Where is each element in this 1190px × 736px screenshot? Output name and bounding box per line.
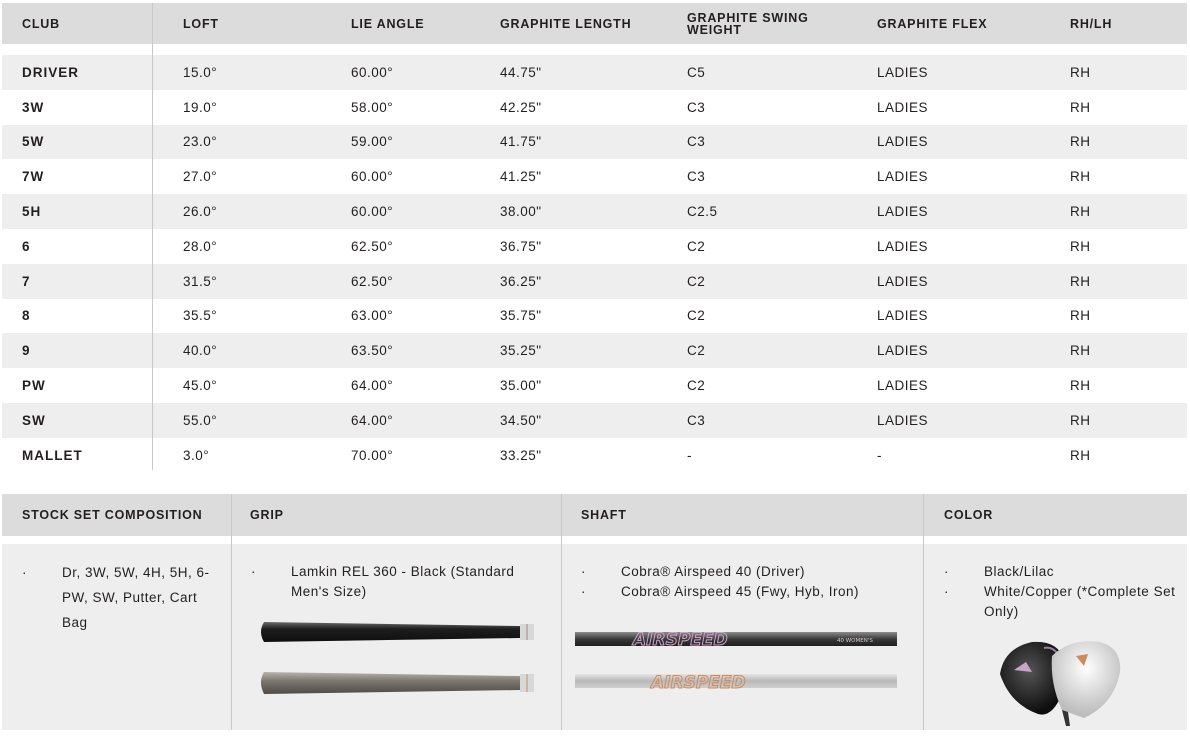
cell-graphite-length: 41.75" [500,134,542,150]
cell-graphite-flex: LADIES [877,64,929,80]
cell-graphite-swing-weight: C2 [687,343,706,359]
color-header: COLOR [944,508,994,522]
driver-heads-image [992,634,1127,726]
table-row [2,368,1187,403]
cell-loft: 55.0° [183,412,218,428]
shaft-small-text: 40 WOMEN'S [837,638,873,644]
grip-item: · Lamkin REL 360 - Black (Standard Men's Size) [251,562,551,602]
table-row [2,90,1187,125]
cell-lie-angle: 62.50° [351,273,394,289]
cell-graphite-length: 33.25" [500,447,542,463]
cell-graphite-flex: LADIES [877,134,929,150]
cell-graphite-swing-weight: C3 [687,134,706,150]
cell-hand: RH [1070,238,1091,254]
cell-graphite-flex: LADIES [877,99,929,115]
cell-club: 3W [22,99,45,115]
cell-loft: 3.0° [183,447,210,463]
cell-lie-angle: 60.00° [351,169,394,185]
table-row [2,55,1187,90]
cell-hand: RH [1070,273,1091,289]
cell-loft: 31.5° [183,273,218,289]
cell-graphite-length: 36.25" [500,273,542,289]
table-row [2,333,1187,368]
cell-graphite-length: 34.50" [500,412,542,428]
cell-graphite-length: 35.25" [500,343,542,359]
cell-loft: 26.0° [183,204,218,220]
cell-graphite-flex: LADIES [877,273,929,289]
cell-club: 5W [22,134,45,150]
cell-graphite-swing-weight: C2 [687,273,706,289]
cell-club: 7W [22,169,45,185]
cell-graphite-length: 35.75" [500,308,542,324]
cell-hand: RH [1070,378,1091,394]
cell-lie-angle: 60.00° [351,64,394,80]
cell-lie-angle: 60.00° [351,204,394,220]
cell-graphite-flex: LADIES [877,204,929,220]
cell-loft: 27.0° [183,169,218,185]
cell-graphite-swing-weight: C2 [687,308,706,324]
shaft-item: · Cobra® Airspeed 45 (Fwy, Hyb, Iron) [581,582,911,602]
cell-graphite-flex: - [877,447,882,463]
cell-graphite-flex: LADIES [877,378,929,394]
cell-graphite-swing-weight: C3 [687,412,706,428]
cell-graphite-flex: LADIES [877,343,929,359]
cell-club: 5H [22,204,42,220]
cell-graphite-swing-weight: C3 [687,99,706,115]
cell-hand: RH [1070,343,1091,359]
cell-lie-angle: 64.00° [351,412,394,428]
cell-loft: 19.0° [183,99,218,115]
cell-club: SW [22,412,46,428]
composition-table [2,494,1187,730]
cell-graphite-length: 44.75" [500,64,542,80]
header-hand: RH/LH [1070,16,1113,31]
cell-hand: RH [1070,134,1091,150]
table-row [2,403,1187,438]
table-row [2,438,1187,473]
cell-hand: RH [1070,204,1091,220]
column-divider [561,494,562,730]
table-row [2,229,1187,264]
cell-lie-angle: 62.50° [351,238,394,254]
grip-list [251,562,551,602]
stock-set-header: STOCK SET COMPOSITION [22,508,203,522]
table-row [2,264,1187,299]
column-divider [231,494,232,730]
spec-table-header [2,3,1187,44]
table-row [2,194,1187,229]
composition-header [2,494,1187,536]
cell-lie-angle: 59.00° [351,134,394,150]
cell-hand: RH [1070,169,1091,185]
column-divider [152,3,153,470]
header-lie-angle: LIE ANGLE [351,16,425,31]
cell-club: MALLET [22,447,83,463]
cell-club: 7 [22,273,31,289]
cell-graphite-swing-weight: C2 [687,378,706,394]
cell-loft: 28.0° [183,238,218,254]
composition-body [2,544,1187,730]
cell-club: 8 [22,308,31,324]
cell-lie-angle: 58.00° [351,99,394,115]
cell-club: 9 [22,343,31,359]
cell-graphite-flex: LADIES [877,412,929,428]
cell-lie-angle: 64.00° [351,378,394,394]
cell-graphite-length: 42.25" [500,99,542,115]
header-loft: LOFT [183,16,219,31]
cell-graphite-swing-weight: - [687,447,692,463]
cell-lie-angle: 63.00° [351,308,394,324]
cell-club: DRIVER [22,64,80,80]
header-graphite-length: GRAPHITE LENGTH [500,16,632,31]
table-row [2,299,1187,334]
cell-loft: 40.0° [183,343,218,359]
cell-loft: 23.0° [183,134,218,150]
cell-graphite-flex: LADIES [877,308,929,324]
spec-table-body [2,55,1187,473]
header-graphite-flex: GRAPHITE FLEX [877,16,988,31]
grip-header: GRIP [250,508,284,522]
cell-hand: RH [1070,412,1091,428]
cell-hand: RH [1070,447,1091,463]
cell-graphite-length: 38.00" [500,204,542,220]
cell-graphite-swing-weight: C5 [687,64,706,80]
cell-graphite-flex: LADIES [877,238,929,254]
cell-loft: 15.0° [183,64,218,80]
shaft-logo: AIRSPEED [633,630,728,650]
header-graphite-swing-weight: GRAPHITE SWING WEIGHT [687,10,809,37]
cell-graphite-length: 36.75" [500,238,542,254]
cell-loft: 35.5° [183,308,218,324]
shaft-header: SHAFT [581,508,627,522]
cell-graphite-swing-weight: C2 [687,238,706,254]
stock-set-list [22,560,212,635]
shaft-list [581,562,911,602]
cell-club: PW [22,378,46,394]
table-row [2,125,1187,160]
color-item: · Black/Lilac [944,562,1184,582]
cell-lie-angle: 63.50° [351,343,394,359]
shaft-image [575,628,900,700]
shaft-logo: AIRSPEED [651,673,746,693]
color-list [944,562,1184,622]
cell-graphite-length: 35.00" [500,378,542,394]
cell-hand: RH [1070,64,1091,80]
cell-graphite-length: 41.25" [500,169,542,185]
cell-hand: RH [1070,308,1091,324]
stock-set-item: · Dr, 3W, 5W, 4H, 5H, 6-PW, SW, Putter, Cart Bag [22,560,212,635]
table-row [2,159,1187,194]
grip-black-image [258,618,543,702]
header-club: CLUB [22,16,60,31]
cell-graphite-swing-weight: C3 [687,169,706,185]
cell-lie-angle: 70.00° [351,447,394,463]
cell-graphite-swing-weight: C2.5 [687,204,718,220]
color-item: · White/Copper (*Complete Set Only) [944,582,1184,622]
spec-table [2,3,1187,473]
cell-loft: 45.0° [183,378,218,394]
cell-club: 6 [22,238,31,254]
column-divider [923,494,924,730]
shaft-item: · Cobra® Airspeed 40 (Driver) [581,562,911,582]
cell-graphite-flex: LADIES [877,169,929,185]
cell-hand: RH [1070,99,1091,115]
